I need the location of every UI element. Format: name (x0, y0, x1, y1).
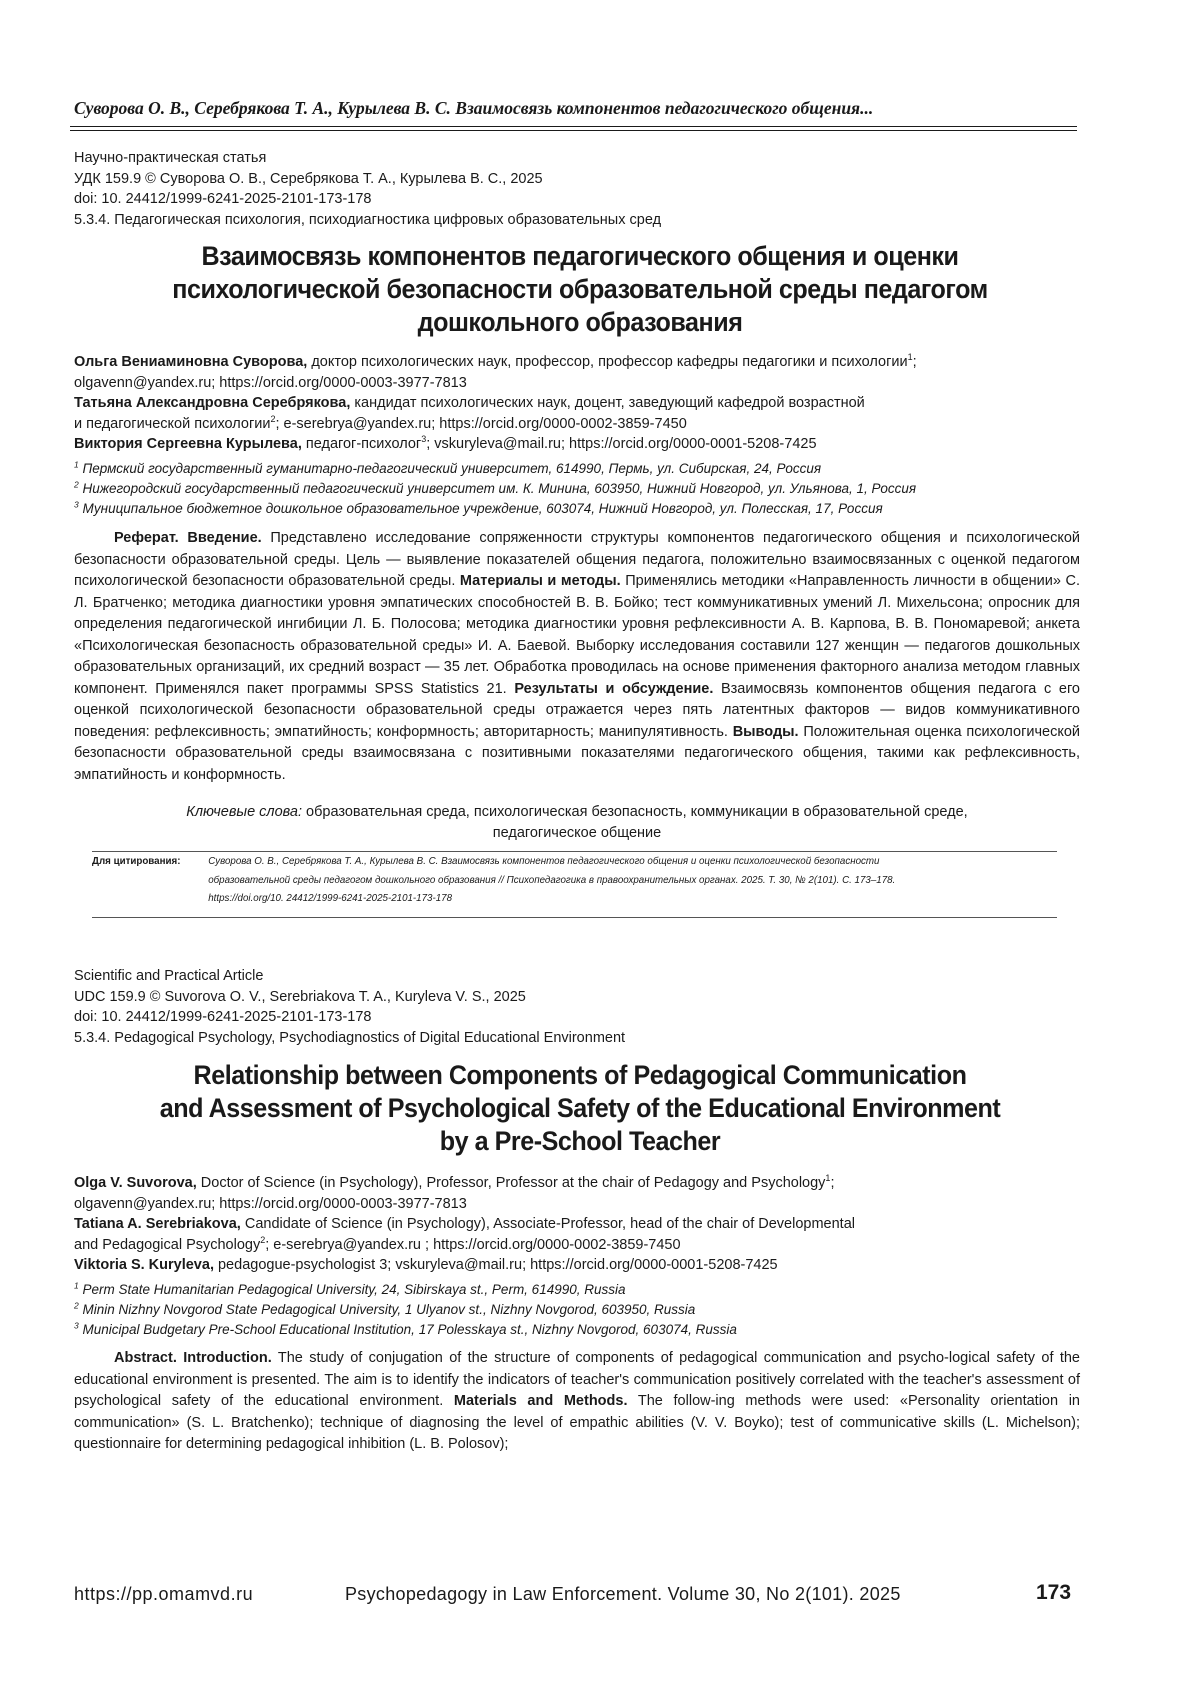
ru-author-1 (74, 352, 1084, 373)
author-desc: педагог-психолог (301, 436, 422, 452)
affil-text: Minin Nizhny Novgorod State Pedagogical University, 1 Ulyanov st., Nizhny Novgorod, 603950, Russia (82, 1302, 696, 1317)
ru-affiliation (74, 459, 916, 479)
abstract-heading: Выводы. (732, 723, 799, 740)
author-desc: кандидат психологических наук, доцент, заведующий кафедрой возрастной (350, 395, 865, 411)
affil-number: 3 (74, 1320, 79, 1331)
ru-article-type: Научно-практическая статья (74, 150, 267, 166)
en-title-line: and Assessment of Psychological Safety of the Educational Environment (159, 1093, 1001, 1123)
ru-article-title (115, 240, 1045, 339)
ru-keywords (74, 802, 1080, 844)
affil-number: 1 (74, 1280, 79, 1291)
separator: ; (912, 354, 917, 370)
en-udc: UDC 159.9 © Suvorova O. V., Serebriakova T. A., Kuryleva V. S., 2025 (74, 988, 526, 1005)
author-desc: и педагогической психологии (74, 415, 271, 432)
affil-text: Нижегородский государственный педагогический университет им. К. Минина, 603950, Нижний Новгород, ул. Ульянова, 1, Россия (82, 481, 917, 496)
ru-author-2 (74, 393, 1084, 414)
affil-marker: 2 (270, 413, 276, 424)
footer-url[interactable]: https://pp.omamvd.ru (74, 1584, 254, 1604)
affil-marker: 1 (907, 352, 913, 363)
abstract-text: Взаимосвязь компонентов общения педагога с его оценкой психологической безопасности образовательной среды отражается через пять латентных факторов — видов коммуникативного поведения: рефлексивность; эмпатийность; конформность; авторитарность; манипулятивность. (74, 680, 1080, 740)
keywords-text: образовательная среда, психологическая безопасность, коммуникации в образовательной среде, (302, 804, 968, 820)
citation-text (208, 852, 1124, 908)
footer-journal: Psychopedagogy in Law Enforcement. Volume 30, No 2(101). 2025 (345, 1584, 901, 1604)
affil-marker: 3 (421, 434, 427, 445)
ru-abstract-paragraph (74, 528, 1080, 786)
affil-text: Perm State Humanitarian Pedagogical University, 24, Sibirskaya st., Perm, 614990, Russia (82, 1282, 626, 1297)
abstract-text: Применялись методики «Направленность личности в общении» С. Л. Братченко; методика диагностики уровня эмпатических способностей В. В. Бойко; тест коммуникативных умений Л. Михельсона; опросник для определения педагогической ингибиции Л. Б. Полосова; методика диагностики уровня рефлексивности А. В. Карпова, В. В. Пономаревой; анкета «Психологическая безопасность образовательной среды» И. А. Баевой. Выборку исследования составили 127 женщин — педагогов дошкольных образовательных организаций, их средний возраст — 35 лет. Обработка проводилась на основе применения факторного анализа методом главных компонент. Применялся пакет программы SPSS Statistics 21. (74, 573, 1080, 697)
abstract-heading: Реферат. Введение. (114, 530, 262, 546)
citation-label: Для цитирования: (92, 855, 181, 867)
en-author-3 (74, 1255, 1084, 1276)
abstract-heading: Abstract. Introduction. (114, 1350, 272, 1366)
abstract-heading: Материалы и методы. (459, 573, 621, 589)
en-abstract-paragraph (74, 1348, 1080, 1456)
author-name: Ольга Вениаминовна Суворова, (74, 354, 308, 370)
author-desc: Candidate of Science (in Psychology), Associate-Professor, head of the chair of Developmental (240, 1216, 855, 1232)
affil-number: 2 (74, 1300, 79, 1311)
citation-rule-bottom (92, 917, 1057, 918)
ru-affiliation (74, 499, 916, 519)
citation-doi-link[interactable]: https://doi.org/10. 24412/1999-6241-2025-2101-173-178 (208, 892, 453, 904)
ru-affiliations (74, 459, 916, 519)
page-number: 173 (1036, 1581, 1072, 1604)
author-desc: and Pedagogical Psychology (74, 1236, 261, 1253)
en-affiliation (74, 1300, 737, 1320)
author-name: Татьяна Александровна Серебрякова, (74, 395, 351, 411)
abstract-heading: Materials and Methods. (453, 1393, 628, 1409)
en-doi: doi: 10. 24412/1999-6241-2025-2101-173-178 (74, 1009, 372, 1025)
affil-text: Муниципальное бюджетное дошкольное образовательное учреждение, 603074, Нижний Новгород, ул. Полесская, 17, Россия (82, 501, 883, 516)
ru-authors (74, 352, 1084, 455)
ru-specialty: 5.3.4. Педагогическая психология, психодиагностика цифровых образовательных сред (74, 211, 662, 228)
en-affiliation (74, 1280, 737, 1300)
author-desc: pedagogue-psychologist 3; vskuryleva@mail.ru; https://orcid.org/0000-0001-5208-7425 (213, 1257, 778, 1273)
citation-line: Суворова О. В., Серебрякова Т. А., Курылева В. С. Взаимосвязь компонентов педагогического общения и оценки психологической безопасности (208, 855, 880, 867)
ru-title-line: психологической безопасности образовательной среды педагогом (172, 274, 988, 304)
en-affiliation (74, 1320, 737, 1340)
en-author-1 (74, 1173, 1084, 1194)
separator: ; (830, 1175, 835, 1191)
running-header: Суворова О. В., Серебрякова Т. А., Курылева В. С. Взаимосвязь компонентов педагогического общения... (74, 98, 874, 118)
en-article-type: Scientific and Practical Article (74, 968, 264, 984)
keywords-line (74, 802, 1080, 823)
author-desc: Doctor of Science (in Psychology), Professor, Professor at the chair of Pedagogy and Psychology (196, 1175, 826, 1191)
ru-author-1-contacts: olgavenn@yandex.ru; https://orcid.org/0000-0003-3977-7813 (74, 374, 467, 391)
author-name: Виктория Сергеевна Курылева, (74, 436, 302, 452)
header-rule (70, 126, 1077, 127)
en-specialty: 5.3.4. Pedagogical Psychology, Psychodiagnostics of Digital Educational Environment (74, 1029, 626, 1046)
keywords-label: Ключевые слова: (186, 804, 302, 820)
en-author-2 (74, 1214, 1084, 1235)
affil-marker: 2 (260, 1234, 266, 1245)
ru-affiliation (74, 479, 916, 499)
ru-article-meta (74, 148, 661, 230)
author-contacts: ; vskuryleva@mail.ru; https://orcid.org/0000-0001-5208-7425 (426, 436, 817, 452)
keywords-text: педагогическое общение (492, 825, 662, 841)
en-authors (74, 1173, 1084, 1276)
en-title-line: Relationship between Components of Pedagogical Communication (193, 1060, 967, 1090)
abstract-text: The follow-ing methods were used: «Personality orientation in communication» (S. L. Bratchenko); technique of diagnosing the level of empathic abilities (V. V. Boyko); test of communicative skills (L. Michelson); questionnaire for determining pedagogical inhibition (L. B. Polosov); (74, 1393, 1080, 1452)
author-contacts: ; e-serebrya@yandex.ru; https://orcid.org/0000-0002-3859-7450 (275, 415, 687, 432)
ru-doi: doi: 10. 24412/1999-6241-2025-2101-173-178 (74, 191, 372, 207)
author-desc: доктор психологических наук, профессор, профессор кафедры педагогики и психологии (307, 354, 908, 370)
affil-number: 2 (74, 479, 79, 490)
author-name: Tatiana A. Serebriakova, (74, 1216, 241, 1232)
ru-author-3 (74, 434, 1084, 455)
affil-text: Пермский государственный гуманитарно-педагогический университет, 614990, Пермь, ул. Сибирская, 24, Россия (82, 461, 822, 476)
header-rule-thin (70, 130, 1077, 131)
affil-number: 1 (74, 459, 79, 470)
en-article-title (115, 1059, 1045, 1158)
en-author-1-contacts: olgavenn@yandex.ru; https://orcid.org/0000-0003-3977-7813 (74, 1195, 467, 1212)
en-title-line: by a Pre-School Teacher (439, 1126, 721, 1156)
citation-line: образовательной среды педагогом дошкольного образования // Психопедагогика в правоохранительных органах. 2025. Т. 30, № 2(101). С. 173–178. (208, 873, 896, 886)
ru-abstract (74, 528, 1080, 786)
abstract-heading: Результаты и обсуждение. (514, 680, 714, 697)
author-contacts: ; e-serebrya@yandex.ru ; https://orcid.org/0000-0002-3859-7450 (265, 1236, 681, 1253)
ru-title-line: дошкольного образования (417, 307, 743, 337)
ru-udc: УДК 159.9 © Суворова О. В., Серебрякова Т. А., Курылева В. С., 2025 (74, 170, 543, 187)
ru-author-2-contacts (74, 414, 1084, 435)
abstract-text: Представлено исследование сопряженности структуры компонентов педагогического общения и психологической безопасности образовательной среды. Цель — выявление показателей общения педагога, положительно взаимосвязанных с оценкой педагогом психологической безопасности образовательной среды. (74, 530, 1080, 589)
en-abstract (74, 1348, 1080, 1456)
abstract-text: Положительная оценка психологической безопасности образовательной среды взаимосвязана с позитивными показателями педагогического общения, такими как рефлексивность, эмпатийность и конформность. (74, 723, 1080, 783)
affil-marker: 1 (825, 1173, 831, 1184)
author-name: Viktoria S. Kuryleva, (74, 1257, 214, 1273)
en-article-meta (74, 966, 625, 1048)
ru-title-line: Взаимосвязь компонентов педагогического общения и оценки (201, 241, 959, 271)
affil-text: Municipal Budgetary Pre-School Educational Institution, 17 Polesskaya st., Nizhny Novgorod, 603074, Russia (82, 1322, 737, 1337)
affil-number: 3 (74, 499, 79, 510)
abstract-text: The study of conjugation of the structure of components of pedagogical communication and psycho-logical safety of the educational environment is presented. The aim is to identify the indicators of teacher's communication positively correlated with the teacher's assessment of psychological safety of the educational environment. (74, 1350, 1080, 1409)
en-author-2-contacts (74, 1235, 1084, 1256)
author-name: Olga V. Suvorova, (74, 1175, 197, 1191)
en-affiliations (74, 1280, 737, 1340)
